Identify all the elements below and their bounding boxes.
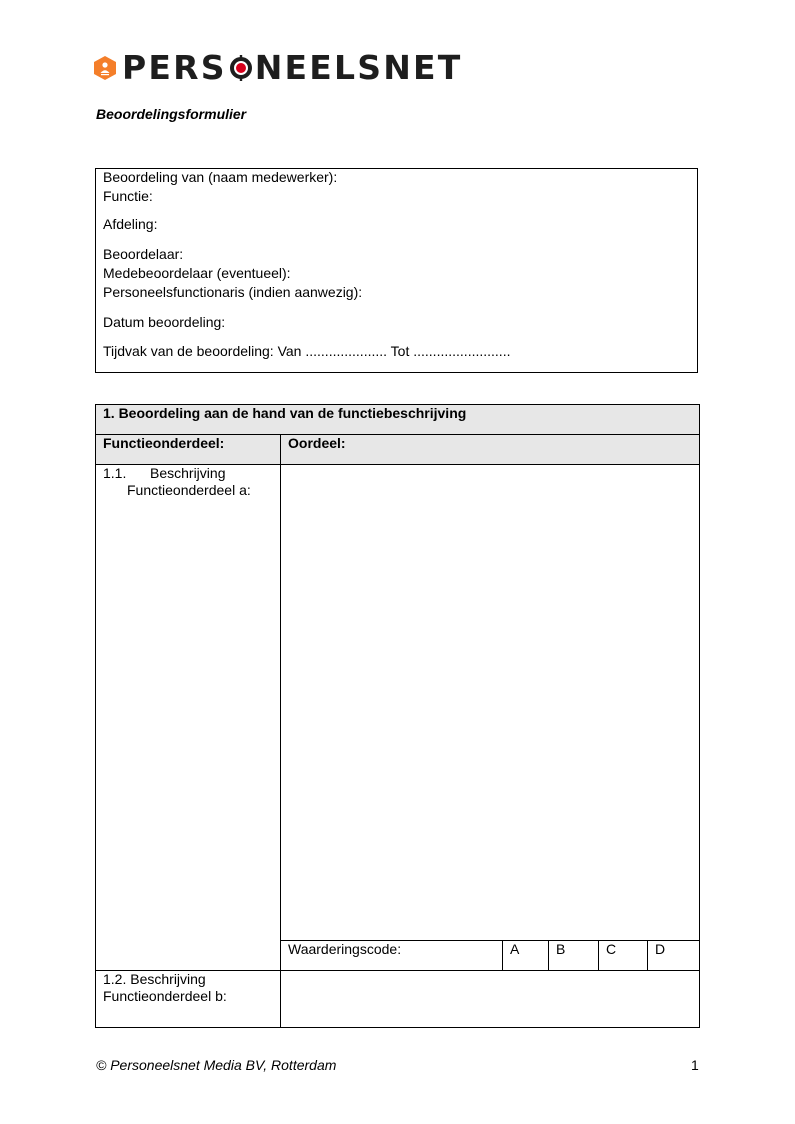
rating-code-c-text: C: [606, 941, 617, 957]
logo-text-start: PERS: [122, 48, 227, 87]
row-1-1-line2: Functieonderdeel a:: [127, 482, 251, 498]
rating-code-b[interactable]: [548, 940, 599, 971]
page-number: 1: [691, 1057, 699, 1073]
assessment-table: [95, 404, 700, 1028]
rating-code-a[interactable]: [502, 940, 549, 971]
assessment-period-label: Tijdvak van de beoordeling: Van ..................... Tot .........................: [103, 343, 511, 359]
row-1-2-line2: Functieonderdeel b:: [103, 988, 227, 1004]
row-1-2-line1: 1.2. Beschrijving: [103, 971, 206, 987]
table-heading-text: 1. Beoordeling aan de hand van de functiebeschrijving: [103, 405, 467, 421]
rating-code-b-text: B: [556, 941, 566, 957]
assessor-label: Beoordelaar:: [103, 246, 184, 262]
hr-officer-label: Personeelsfunctionaris (indien aanwezig):: [103, 284, 363, 300]
row-1-1-number: 1.1.: [103, 465, 127, 481]
row-1-1-judgement-field[interactable]: [280, 464, 700, 941]
rating-code-d-text: D: [655, 941, 666, 957]
department-label: Afdeling:: [103, 216, 158, 232]
rating-label: Waarderingscode:: [288, 941, 402, 957]
employee-info-box: [95, 168, 698, 373]
table-heading: [95, 404, 700, 435]
column-header-judgement-text: Oordeel:: [288, 435, 346, 451]
target-o-icon: [229, 55, 253, 81]
hexagon-person-icon: [94, 56, 116, 80]
rating-code-d[interactable]: [647, 940, 700, 971]
row-1-2-part-cell: [95, 970, 281, 1028]
employee-name-label: Beoordeling van (naam medewerker):: [103, 169, 338, 185]
column-header-part: [95, 434, 281, 465]
rating-code-c[interactable]: [598, 940, 648, 971]
document-title: Beoordelingsformulier: [96, 106, 247, 122]
column-header-part-text: Functieonderdeel:: [103, 435, 225, 451]
rating-code-a-text: A: [510, 941, 520, 957]
column-header-judgement: [280, 434, 700, 465]
row-1-1-part-cell: [95, 464, 281, 971]
personeelsnet-logo: [94, 50, 463, 86]
row-1-1-line1: Beschrijving: [150, 465, 226, 481]
row-1-2-judgement-field[interactable]: [280, 970, 700, 1028]
function-label: Functie:: [103, 188, 153, 204]
rating-label-cell: [280, 940, 503, 971]
co-assessor-label: Medebeoordelaar (eventueel):: [103, 265, 291, 281]
assessment-date-label: Datum beoordeling:: [103, 314, 226, 330]
logo-text-end: NEELSNET: [254, 48, 463, 87]
footer-copyright: © Personeelsnet Media BV, Rotterdam: [96, 1057, 337, 1073]
